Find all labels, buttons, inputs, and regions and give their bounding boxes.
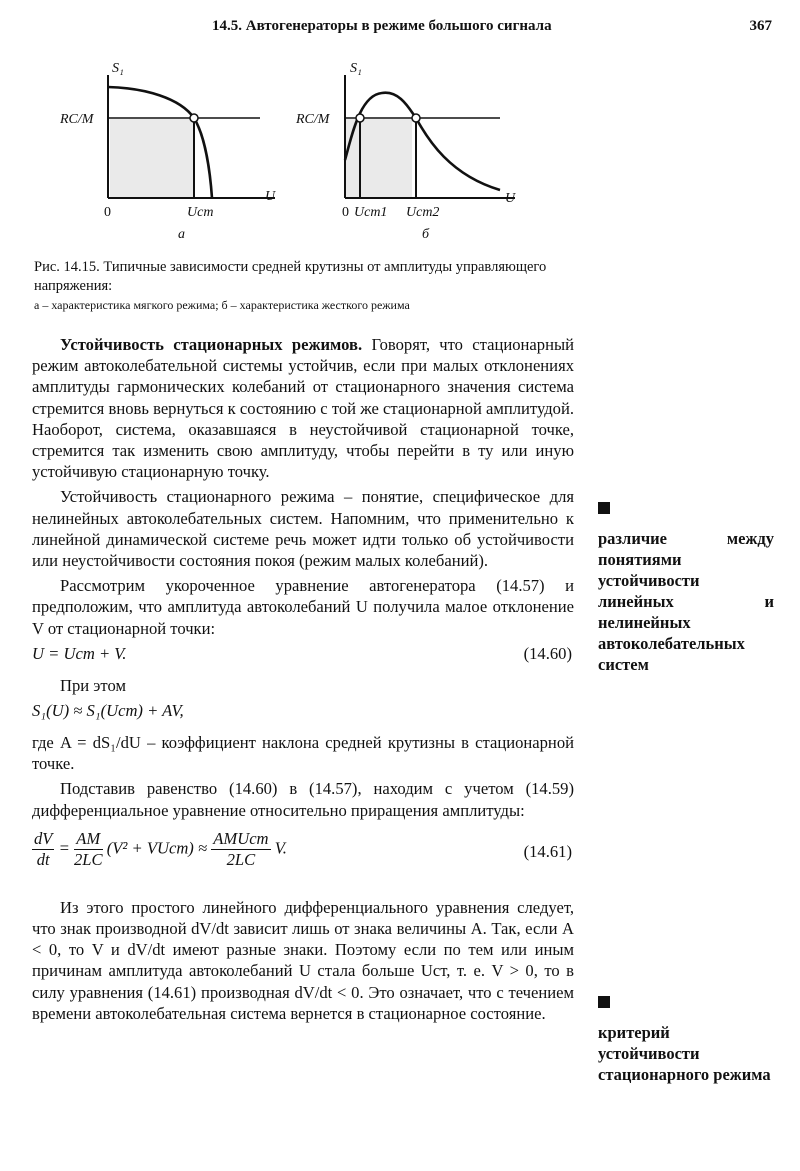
figure-14-15 [60,50,550,250]
paragraph-1 [32,334,574,482]
fraction-amust-2lc-den: 2LC [226,849,256,869]
equation-14-61-row [32,829,287,870]
fraction-am-2lc-num: AM [74,829,103,850]
equation-slope-body: S₁(U) ≈ S₁(Uст) + AV, [32,701,184,721]
paragraph-3: Рассмотрим укороченное уравнение автогенератора (14.57) и предположим, что амплитуда автоколебаний U получила малое отклонение V от стационарной точки: [32,576,574,638]
panel-b-y-label: S₁ [350,61,362,76]
paragraph-6: Подставив равенство (14.60) в (14.57), находим с учетом (14.59) дифференциальное уравнение относительно приращения амплитуды: [32,779,574,820]
main-text [32,334,574,1024]
fraction-dv-dt [32,829,54,870]
panel-a-shaded-region [110,119,193,197]
fraction-dv-dt-den: dt [36,849,50,869]
panel-a-rc-label: RC/M [60,112,94,127]
panel-b [295,61,516,242]
panel-b-x-label: U [505,191,516,206]
panel-a-ust-label: Uст [187,205,214,220]
equation-equals: = [58,838,70,858]
equation-slope [32,700,574,728]
paragraph-2: Устойчивость стационарного режима – понятие, специфическое для нелинейных автоколебательных систем. Напомним, что применительно к линейной динамической системе речь может идти только об устойчивости или неустойчивости состояния покоя (режим малых колебаний). [32,487,574,571]
paragraph-4: При этом [60,675,126,695]
margin-note-1-text: различие между понятиями устойчивости линейных и нелинейных автоколебательных систем [598,529,774,674]
panel-b-rc-label: RC/M [296,112,330,127]
paragraph-7: Из этого простого линейного дифференциального уравнения следует, что знак производной dV/dt зависит лишь от знака величины A. Так, если A < 0, то V и dV/dt имеют разные знаки. Поэтому если по тем или иным причинам амплитуда автоколебаний U стала больше Uст, т. е. V > 0, то в силу уравнения (14.61) производная dV/dt < 0. Это означает, что с течением времени автоколебательная система вернется в стационарное состояние. [32,897,574,1023]
equation-14-60-number: (14.60) [523,643,572,663]
panel-b-ust2-label: Uст2 [406,205,440,220]
panel-b-stable-point [412,114,420,122]
panel-a-x-label: U [265,189,276,204]
margin-note-2-text: критерий устойчивости стационарного режима [598,1023,771,1084]
margin-bullet-square-icon [598,502,610,514]
panel-b-origin-label: 0 [342,205,349,220]
fraction-amust-2lc [211,829,270,870]
margin-note-1 [598,502,774,675]
section-run-in-heading: Устойчивость стационарных режимов. [60,335,363,354]
panel-b-ust1-label: Uст1 [354,205,388,220]
fraction-dv-dt-num: dV [34,828,53,848]
equation-14-61-number: (14.61) [523,841,572,861]
caption-legend: а – характеристика мягкого режима; б – характеристика жесткого режима [34,298,410,312]
fraction-am-2lc [74,829,103,870]
equation-14-60 [32,643,574,671]
panel-a-stationary-point [190,114,198,122]
panel-a-mark: а [178,227,185,242]
panel-a-y-label: S₁ [112,61,124,76]
running-header [40,14,780,44]
paragraph-1-text: Говорят, что стационарный режим автоколебательной системы устойчив, если при малых отклонениях амплитуды гармонических колебаний от стационарного значения система стремится вновь вернуться к состоянию с той же стационарной амплитудой. Наоборот, система, оказавшаяся в неустойчивой стационарной точке, стремится так изменить свою амплитуду, чтобы перейти в ту или иную устойчивую стационарную точку. [32,335,574,482]
figure-caption [34,258,579,313]
equation-14-61 [32,829,574,881]
margin-note-2 [598,996,774,1085]
equation-paren-term: (V² + VUст) ≈ [106,838,208,858]
panel-b-unstable-point [356,114,364,122]
margin-bullet-square-icon [598,996,610,1008]
panel-b-shaded-region [346,119,412,197]
panel-a-origin-label: 0 [104,205,111,220]
panel-b-mark: б [422,227,430,242]
figure-svg [60,50,550,250]
fraction-am-2lc-den: 2LC [73,849,103,869]
caption-text: Рис. 14.15. Типичные зависимости средней крутизны от амплитуды управляющего напряжения: [34,259,547,294]
panel-a [60,61,276,242]
paragraph-5: где A = dS₁/dU – коэффициент наклона средней крутизны в стационарной точке. [32,733,574,774]
header-title: 14.5. Автогенераторы в режиме большого сигнала [212,18,552,34]
equation-tail: V. [274,838,287,858]
page-number: 367 [749,18,772,34]
fraction-amust-2lc-num: AMUст [213,828,269,848]
equation-14-60-body: U = Uст + V. [32,643,127,663]
